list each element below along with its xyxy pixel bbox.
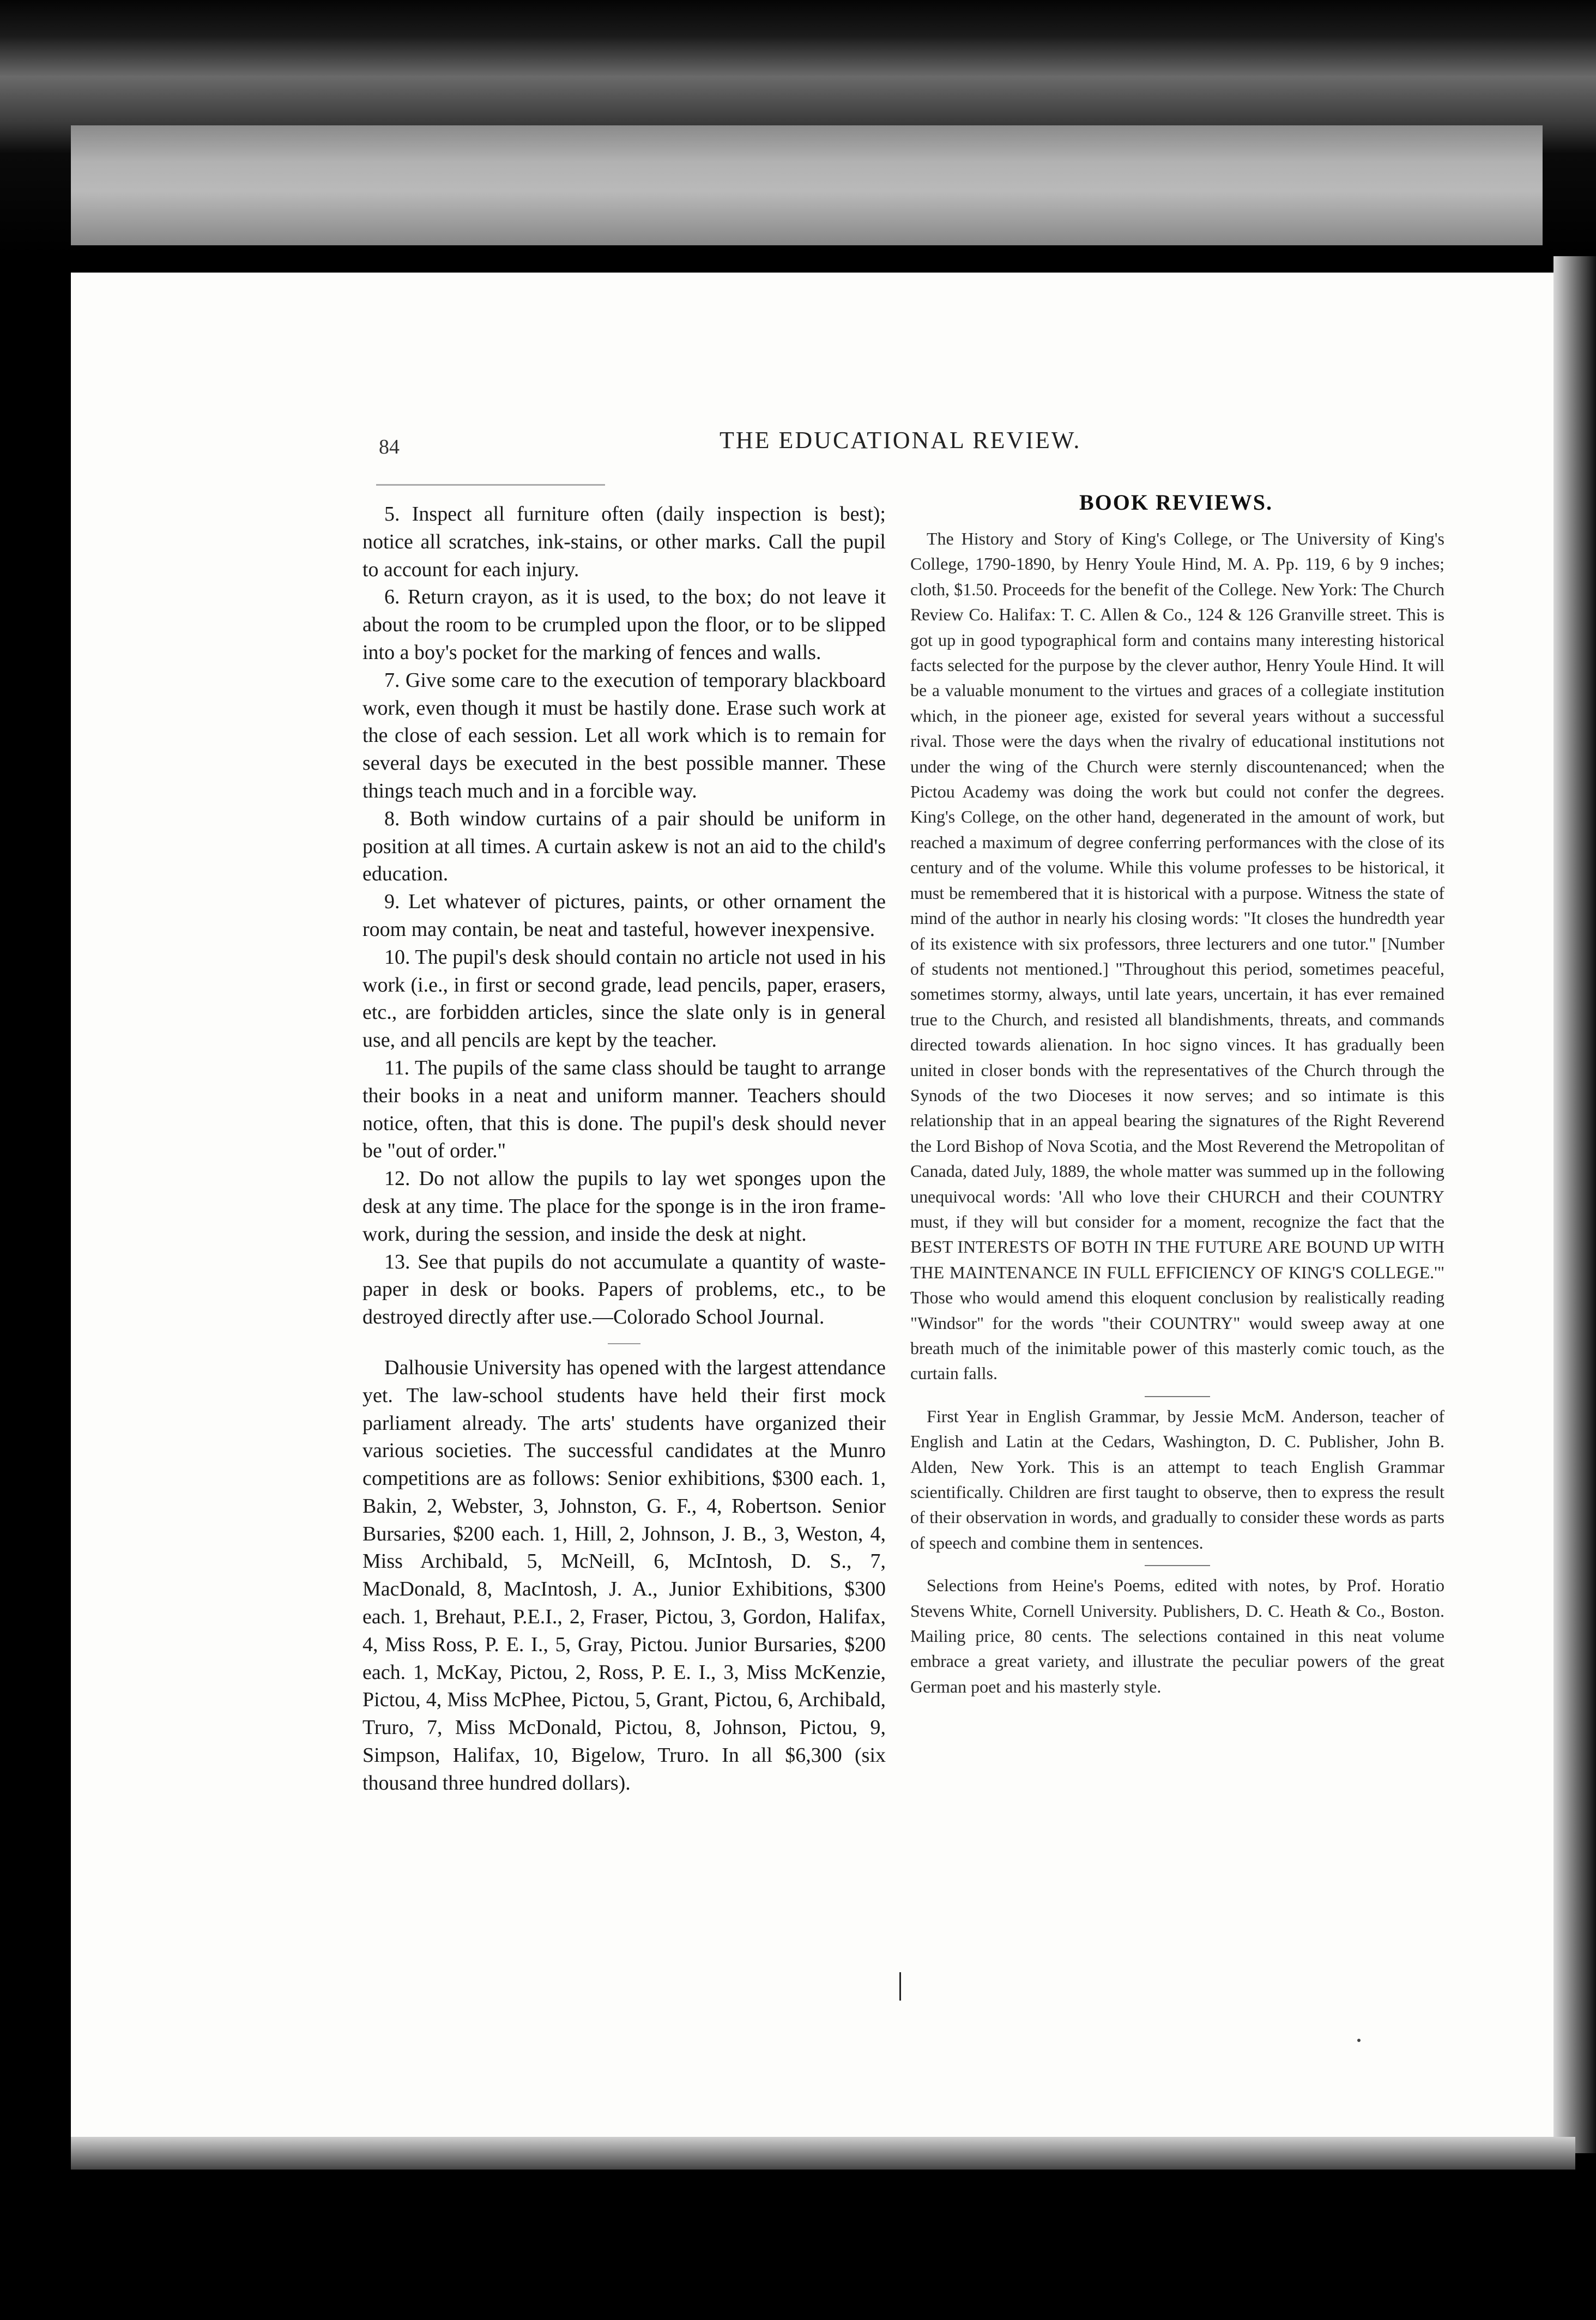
rule-paragraph: 6. Return crayon, as it is used, to the box; do not leave it about the room to be crumpled upon the floor, or to be slipped into a boy's pocket for the marking of fences and walls.	[362, 585, 886, 664]
margin-mark	[899, 1972, 901, 2001]
left-column	[362, 500, 886, 1797]
running-head: THE EDUCATIONAL REVIEW.	[720, 427, 1081, 454]
dalhousie-paragraph: Dalhousie University has opened with the largest attendance yet. The law-school students have held their first mock parliament already. The arts' students have organized their various societies. The successful candidates at the Munro competitions are as follows: Senior exhibitions, $300 each. 1, Bakin, 2, Webster, 3, Johnston, G. F., 4, Robertson. Senior Bursaries, $200 each. 1, Hill, 2, Johnson, J. B., 3, Weston, 4, Miss Archibald, 5, McNeill, 6, McIntosh, D. S., 7, MacDonald, 8, MacIntosh, J. A., Junior Exhibitions, $300 each. 1, Brehaut, P.E.I., 2, Fraser, Pictou, 3, Gordon, Halifax, 4, Miss Ross, P. E. I., 5, Gray, Pictou. Junior Bursaries, $200 each. 1, McKay, Pictou, 2, Ross, P. E. I., 3, Miss McKenzie, Pictou, 4, Miss McPhee, Pictou, 5, Grant, Pictou, 6, Archibald, Truro, 7, Miss McDonald, Pictou, 8, Johnson, Pictou, 9, Simpson, Halifax, 10, Bigelow, Truro. In all $6,300 (six thousand three hundred dollars).	[362, 1356, 886, 1795]
review-separator	[1145, 1565, 1210, 1566]
review-paragraph: The History and Story of King's College, or The University of King's College, 1790-1890, by Henry Youle Hind, M. A. Pp. 119, 6 by 9 inches; cloth, $1.50. Proceeds for the benefit of the College. New York: The Church Review Co. Halifax: T. C. Allen & Co., 124 & 126 Granville street. This is got up in good typographical form and contains many interesting historical facts selected for the purpose by the clever author, Henry Youle Hind. It will be a valuable monument to the virtues and graces of a collegiate institution which, in the pioneer age, existed for several years without a successful rival. Those were the days when the rivalry of educational institutions not under the wing of the Church were sternly discountenanced; when the Pictou Academy was doing the work but could not confer the degrees. King's College, on the other hand, degenerated in the amount of work, but reached a maximum of degree conferring performances with the close of its century and of the volume. While this volume professes to be historical, it must be remembered that it is historical with a purpose. Witness the state of mind of the author in nearly his closing words: "It closes the hundredth year of its existence with six professors, three lecturers and one tutor." [Number of students not mentioned.] "Throughout this period, sometimes peaceful, sometimes stormy, always, until late years, uncertain, it has ever remained true to the Church, and resisted all blandishments, threats, and commands directed towards alienation. In hoc signo vinces. It has gradually been united in closer bonds with the representatives of the Church through the Synods of the two Dioceses it now serves; and so intimate is this relationship that in an appeal bearing the signatures of the Right Reverend the Lord Bishop of Nova Scotia, and the Most Reverend the Metropolitan of Canada, dated July, 1889, the whole matter was summed up in the following unequivocal words: 'All who love their CHURCH and their COUNTRY must, if they will but consider for a moment, recognize the fact that the BEST INTERESTS OF BOTH IN THE FUTURE ARE BOUND UP WITH THE MAINTENANCE IN FULL EFFICIENCY OF KING'S COLLEGE.'" Those who would amend this eloquent conclusion by realistically reading "Windsor" for the words "their COUNTRY" would sweep away at one breath much of the inimitable power of this masterly comic touch, as the curtain falls.	[910, 529, 1444, 1383]
rule-paragraph: 13. See that pupils do not accumulate a quantity of waste-paper in desk or books. Papers of problems, etc., to be destroyed directly after use.—Colorado School Journal.	[362, 1250, 886, 1329]
page-edge-shadow	[1553, 256, 1596, 2153]
rule-paragraph: 10. The pupil's desk should contain no article not used in his work (i.e., in first or second grade, lead pencils, paper, erasers, etc., are forbidden articles, since the slate only is in general use, and all pencils are kept by the teacher.	[362, 945, 886, 1052]
book-reviews-heading: BOOK REVIEWS.	[1079, 490, 1273, 515]
binding-shadow	[71, 125, 1543, 245]
rule-paragraph: 12. Do not allow the pupils to lay wet sponges upon the desk at any time. The place for the sponge is in the iron frame-work, during the session, and inside the desk at night.	[362, 1167, 886, 1246]
page-bottom-shadow	[71, 2137, 1575, 2170]
rule-paragraph: 9. Let whatever of pictures, paints, or other ornament the room may contain, be neat and tasteful, however inexpensive.	[362, 890, 886, 941]
rule-paragraph: 7. Give some care to the execution of temporary blackboard work, even though it must be hastily done. Erase such work at the close of each session. Let all work which is to remain for several days be executed in the best possible manner. These things teach much and in a forcible way.	[362, 668, 886, 802]
right-column	[910, 526, 1444, 1699]
rule-paragraph: 8. Both window curtains of a pair should be uniform in position at all times. A curtain askew is not an aid to the child's education.	[362, 807, 886, 886]
speck	[1357, 2039, 1361, 2042]
section-separator	[608, 1343, 640, 1344]
review-paragraph: Selections from Heine's Poems, edited with notes, by Prof. Horatio Stevens White, Cornell University. Publishers, D. C. Heath & Co., Boston. Mailing price, 80 cents. The selections contained in this neat volume embrace a great variety, and illustrate the peculiar powers of the great German poet and his masterly style.	[910, 1575, 1444, 1696]
rule-paragraph: 5. Inspect all furniture often (daily inspection is best); notice all scratches, ink-stains, or other marks. Call the pupil to account for each injury.	[362, 503, 886, 581]
rule-paragraph: 11. The pupils of the same class should be taught to arrange their books in a neat and uniform manner. Teachers should notice, often, that this is done. The pupil's desk should never be "out of order."	[362, 1056, 886, 1163]
page-number: 84	[379, 436, 400, 458]
review-paragraph: First Year in English Grammar, by Jessie McM. Anderson, teacher of English and Latin at the Cedars, Washington, D. C. Publisher, John B. Alden, New York. This is an attempt to teach English Grammar scientifically. Children are first taught to observe, then to express the result of their observation in words, and gradually to consider these words as parts of speech and combine them in sentences.	[910, 1406, 1444, 1552]
review-separator	[1145, 1396, 1210, 1397]
header-rule	[376, 484, 605, 486]
